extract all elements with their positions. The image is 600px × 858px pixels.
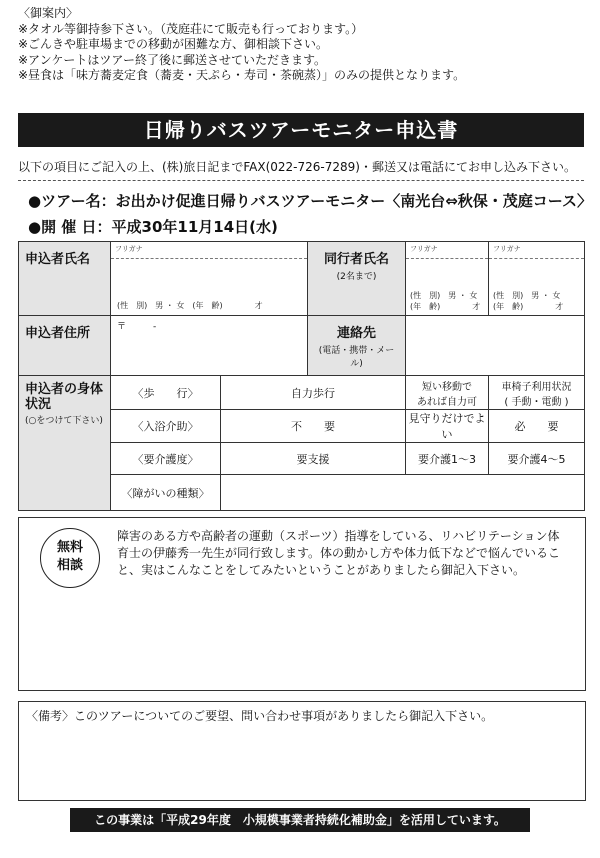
- divider: [18, 180, 584, 181]
- companion-2-field[interactable]: [489, 242, 585, 316]
- category-disability: 〈障がいの種類〉: [111, 475, 221, 511]
- care-option-2[interactable]: 要介護1〜3: [406, 443, 489, 475]
- bathing-option-2[interactable]: 見守りだけでよい: [406, 410, 489, 443]
- tour-date-value: 平成30年11月14日(水): [111, 218, 278, 236]
- footer-banner: この事業は「平成29年度 小規模事業者持続化補助金」を活用しています。: [70, 808, 530, 832]
- furigana-label: フリガナ: [115, 245, 143, 253]
- notice-line: ※ごんきや駐車場までの移動が困難な方、御相談下さい。: [18, 37, 329, 52]
- care-option-1[interactable]: 要支援: [221, 443, 406, 475]
- status-label: 申込者の身体状況: [25, 382, 104, 412]
- address-header: [19, 316, 111, 376]
- bathing-option-3[interactable]: 必 要: [489, 410, 585, 443]
- companion-limit: (2名まで): [336, 272, 377, 282]
- consult-text: 障害のある方や高齢者の運動（スポーツ）指導をしている、リハビリテーション体育士の伊藤秀一先生が同行致します。体の動かし方や体力低下などで悩んでいること、実はこんなことをしてみたいということがありましたら御記入下さい。: [117, 529, 561, 577]
- applicant-name-field[interactable]: [111, 242, 308, 316]
- companion-1-field[interactable]: [406, 242, 489, 316]
- companion-1-gender: (性 別) 男 ・ 女: [410, 291, 478, 300]
- furigana-label: フリガナ: [493, 245, 521, 253]
- address-label: 申込者住所: [25, 326, 91, 341]
- free-consult-badge: 無料 相談: [40, 528, 100, 588]
- tour-name: [28, 190, 592, 211]
- gender-age-line: (性 別) 男 ・ 女 (年 齢) 才: [117, 301, 263, 310]
- category-bathing: 〈入浴介助〉: [111, 410, 221, 443]
- tour-name-label: ●ツアー名：: [28, 192, 116, 210]
- contact-header: [308, 316, 406, 376]
- applicant-name-header: [19, 242, 111, 316]
- walking-option-2[interactable]: 短い移動で あれば自力可: [406, 376, 489, 410]
- form-title: 日帰りバスツアーモニター申込書: [18, 113, 584, 147]
- notice-header: 〈御案内〉: [18, 6, 79, 20]
- tour-date: [28, 216, 278, 237]
- contact-label: 連絡先: [336, 326, 376, 341]
- category-walking: 〈歩 行〉: [111, 376, 221, 410]
- category-care-level: 〈要介護度〉: [111, 443, 221, 475]
- companion-1-age: (年 齢) 才: [410, 302, 481, 311]
- walking-option-1[interactable]: 自力歩行: [221, 376, 406, 410]
- bathing-option-1[interactable]: 不 要: [221, 410, 406, 443]
- care-option-3[interactable]: 要介護4〜5: [489, 443, 585, 475]
- applicant-name-label: 申込者氏名: [25, 252, 91, 267]
- disability-field[interactable]: [221, 475, 585, 511]
- contact-field[interactable]: [406, 316, 585, 376]
- tour-date-label: ●開 催 日：: [28, 218, 112, 236]
- address-field[interactable]: [111, 316, 308, 376]
- status-header: [19, 376, 111, 511]
- notice-line: ※昼食は「味方蕎麦定食（蕎麦・天ぷら・寿司・茶碗蒸）」のみの提供となります。: [18, 68, 466, 83]
- walking-option-3[interactable]: 車椅子利用状況 ( 手動・電動 ): [489, 376, 585, 410]
- contact-sub: (電話・携帯・メール): [318, 346, 395, 369]
- notice-line: ※タオル等御持参下さい。（茂庭荘にて販売も行っております。）: [18, 21, 364, 36]
- application-form: [18, 241, 585, 511]
- remarks-label: 〈備考〉このツアーについてのご要望、問い合わせ事項がありましたら御記入下さい。: [26, 709, 494, 723]
- intro-text: 以下の項目にご記入の上、(株)旅日記までFAX(022-726-7289)・郵送又は電話にてお申し込み下さい。: [18, 160, 576, 174]
- companion-name-label: 同行者氏名: [323, 252, 389, 267]
- companion-name-header: [308, 242, 406, 316]
- postal-code: 〒 -: [117, 322, 157, 332]
- companion-2-gender: (性 別) 男 ・ 女: [493, 291, 561, 300]
- tour-name-value: お出かけ促進日帰りバスツアーモニター〈南光台⇔秋保・茂庭コース〉: [115, 192, 593, 210]
- notice-line: ※アンケートはツアー終了後に郵送させていただきます。: [18, 52, 327, 67]
- furigana-label: フリガナ: [410, 245, 438, 253]
- status-sub: (○をつけて下さい): [25, 416, 103, 426]
- notice-section: [18, 6, 465, 84]
- companion-2-age: (年 齢) 才: [493, 302, 564, 311]
